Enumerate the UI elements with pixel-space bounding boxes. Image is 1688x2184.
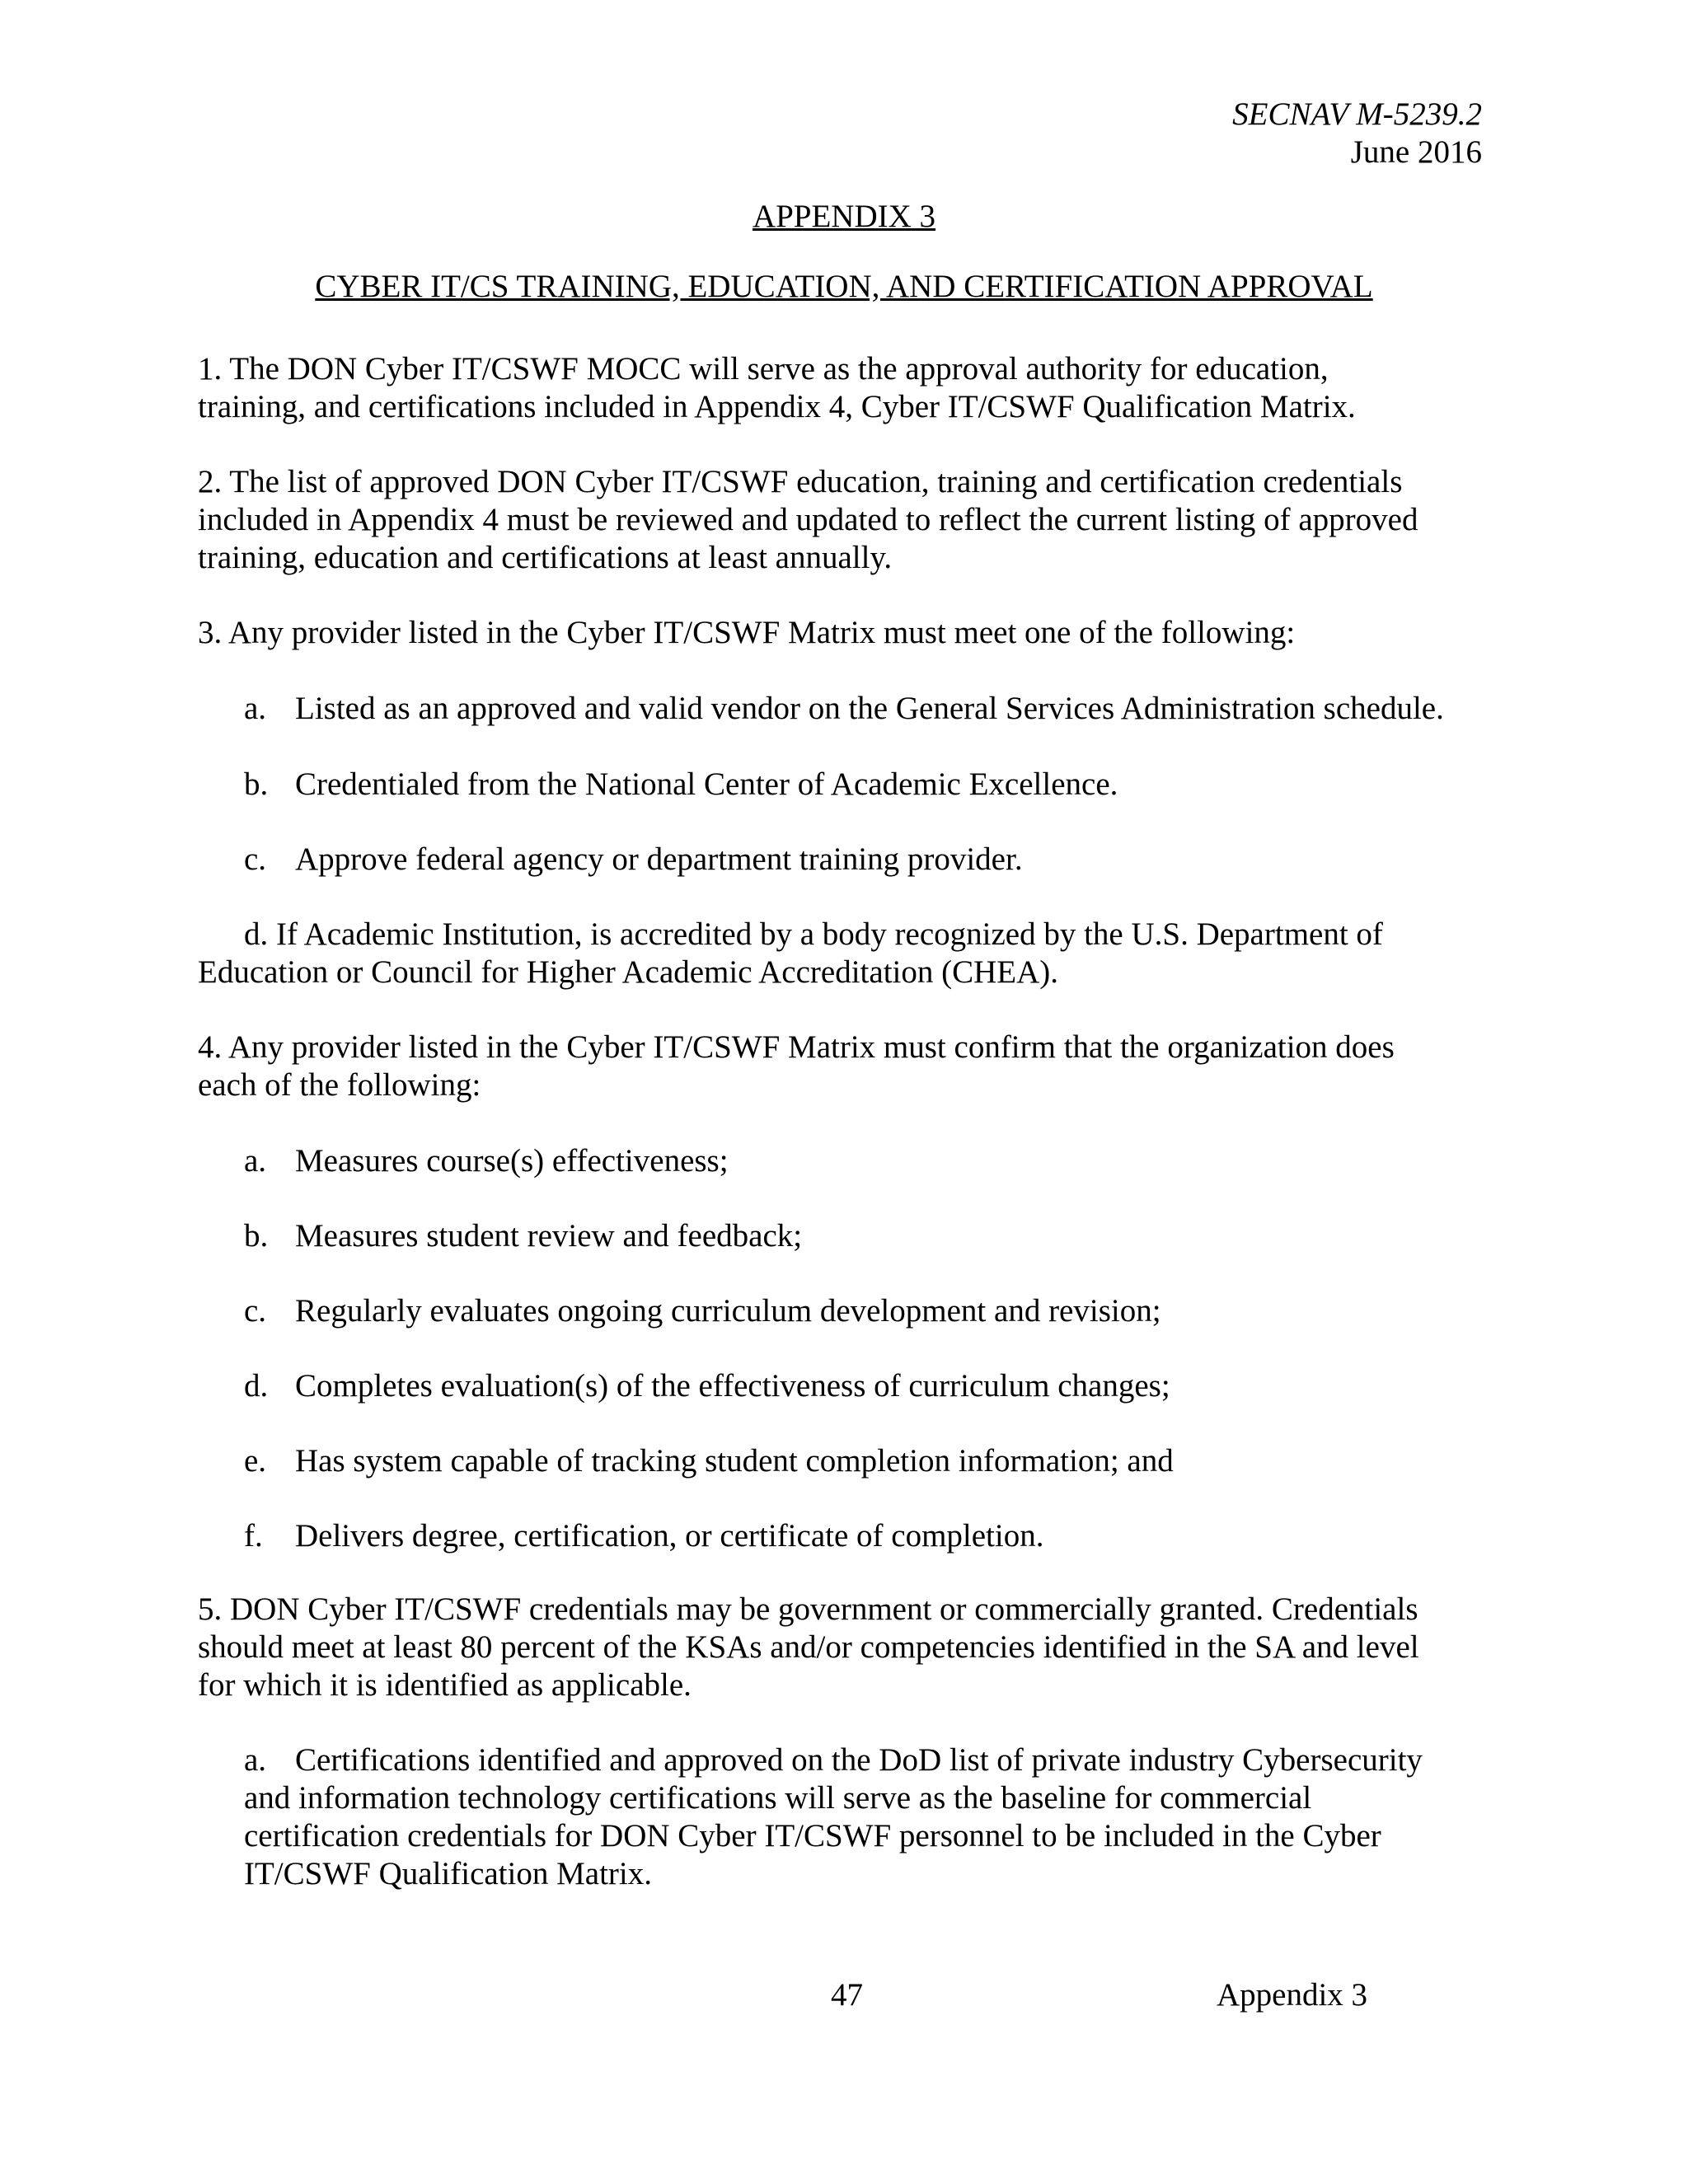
list-item: [244, 766, 1530, 804]
list-item-text: Measures course(s) effectiveness;: [295, 1143, 729, 1179]
list-item: [244, 690, 1530, 728]
list-item-text: Measures student review and feedback;: [295, 1218, 803, 1254]
list-item-d-line2: Education or Council for Higher Academic Accreditation (CHEA).: [198, 954, 1059, 990]
paragraph-line: each of the following:: [198, 1067, 481, 1103]
paragraph-4: [198, 1029, 1500, 1104]
list-item-text: Delivers degree, certification, or certificate of completion.: [295, 1518, 1044, 1554]
list-item-label: d.: [244, 1368, 269, 1404]
paragraph-line: 3. Any provider listed in the Cyber IT/CSWF Matrix must meet one of the following:: [198, 615, 1296, 650]
list-item-label: a.: [244, 1143, 267, 1179]
paragraph-1: [198, 350, 1500, 426]
list-item-label: a.: [244, 691, 267, 726]
paragraph-line: for which it is identified as applicable.: [198, 1667, 692, 1703]
list-item-label: c.: [244, 1293, 267, 1329]
list-item-label: e.: [244, 1443, 267, 1479]
list-item-5a-line3: certification credentials for DON Cyber IT/CSWF personnel to be included in the Cyber: [244, 1818, 1381, 1854]
list-item-text: Completes evaluation(s) of the effectiveness of curriculum changes;: [295, 1368, 1170, 1404]
list-item-text: Regularly evaluates ongoing curriculum development and revision;: [295, 1293, 1161, 1329]
list-item: [244, 1142, 1530, 1180]
paragraph-line: 1. The DON Cyber IT/CSWF MOCC will serve as the approval authority for education,: [198, 351, 1329, 387]
list-item-text: Credentialed from the National Center of Academic Excellence.: [295, 766, 1118, 802]
list-item: [244, 841, 1530, 879]
paragraph-line: 5. DON Cyber IT/CSWF credentials may be government or commercially granted. Credentials: [198, 1591, 1418, 1627]
paragraph-line: 4. Any provider listed in the Cyber IT/CSWF Matrix must confirm that the organization does: [198, 1029, 1395, 1065]
list-item-text: Has system capable of tracking student completion information; and: [295, 1443, 1174, 1479]
list-item-5a-line4: IT/CSWF Qualification Matrix.: [244, 1856, 653, 1891]
document-header: [1232, 96, 1482, 171]
list-item-label: b.: [244, 1218, 269, 1254]
paragraph-line: training, and certifications included in Appendix 4, Cyber IT/CSWF Qualification Matrix.: [198, 389, 1356, 424]
paragraph-3: [198, 614, 1500, 652]
paragraph-2: [198, 463, 1500, 577]
list-item-text: Approve federal agency or department training provider.: [295, 841, 1023, 877]
paragraph-line: should meet at least 80 percent of the KSAs and/or competencies identified in the SA and level: [198, 1629, 1419, 1665]
list-item-text: Listed as an approved and valid vendor on the General Services Administration schedule.: [295, 691, 1444, 726]
list-item-text: Certifications identified and approved on the DoD list of private industry Cybersecurity: [295, 1742, 1423, 1778]
list-item-5a-line2: and information technology certifications will serve as the baseline for commercial: [244, 1780, 1312, 1816]
paragraph-line: training, education and certifications at least annually.: [198, 540, 893, 575]
list-item: [244, 1292, 1530, 1330]
list-item-label: b.: [244, 766, 269, 802]
document-id: SECNAV M-5239.2: [1232, 96, 1482, 132]
document-date: June 2016: [1350, 134, 1482, 170]
paragraph-line: included in Appendix 4 must be reviewed and updated to reflect the current listing of approved: [198, 502, 1418, 537]
list-item-label: f.: [244, 1518, 263, 1554]
list-item: [244, 1517, 1530, 1555]
list-item-d-line1: d. If Academic Institution, is accredited by a body recognized by the U.S. Department of: [244, 916, 1383, 952]
paragraph-line: 2. The list of approved DON Cyber IT/CSWF education, training and certification credentials: [198, 464, 1403, 499]
section-title: CYBER IT/CS TRAINING, EDUCATION, AND CERTIFICATION APPROVAL: [315, 269, 1373, 304]
paragraph-5: [198, 1591, 1500, 1704]
list-item-label: a.: [244, 1742, 267, 1778]
list-item: [244, 1217, 1530, 1255]
page-number: 47: [831, 1977, 863, 2013]
appendix-title: APPENDIX 3: [752, 199, 936, 234]
list-item-5a: [244, 1741, 1423, 1779]
list-item: [244, 1367, 1530, 1405]
list-item: [244, 1442, 1530, 1480]
list-item-label: c.: [244, 841, 267, 877]
footer-appendix-label: Appendix 3: [1217, 1977, 1368, 2013]
